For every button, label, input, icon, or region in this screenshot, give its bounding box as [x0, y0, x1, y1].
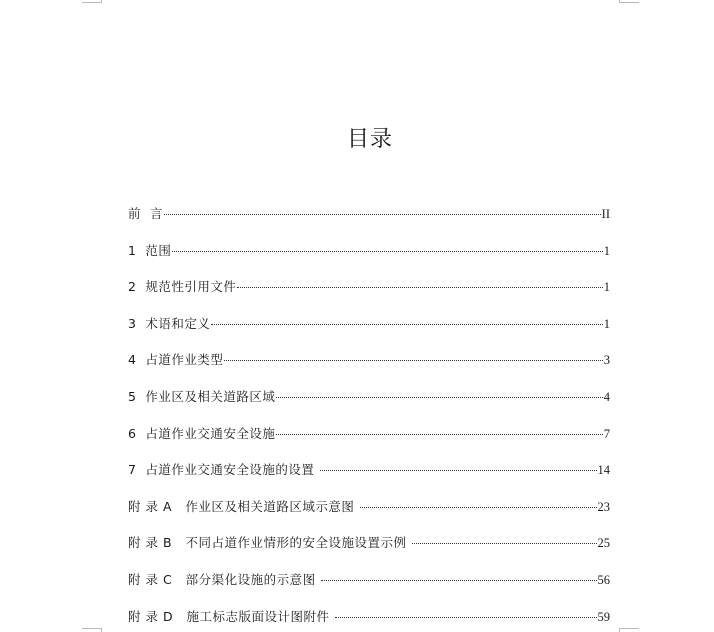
- toc-entry-page: 1: [603, 280, 610, 295]
- toc-entry-page: 1: [603, 316, 610, 331]
- toc-entry-foreword[interactable]: [128, 205, 610, 242]
- toc-entry-label: 6 占道作业交通安全设施: [128, 425, 276, 441]
- toc-entry-work-zone[interactable]: [128, 388, 610, 425]
- dot-leader: [237, 287, 602, 288]
- toc-entry-label: 前 言: [128, 206, 163, 221]
- dot-leader: [360, 507, 597, 508]
- toc-entry-label: 5 作业区及相关道路区域: [128, 388, 276, 404]
- toc-entry-label: 2 规范性引用文件: [128, 279, 237, 295]
- crop-mark: [82, 2, 102, 3]
- crop-mark: [619, 0, 620, 3]
- toc-entry-normative-references[interactable]: [128, 278, 610, 315]
- crop-mark: [619, 628, 620, 632]
- dot-leader: [224, 360, 602, 361]
- toc-entry-label: 4 占道作业类型: [128, 352, 224, 368]
- crop-mark: [101, 628, 102, 632]
- crop-mark: [101, 0, 102, 3]
- dot-leader: [276, 434, 602, 435]
- dot-leader: [321, 580, 596, 581]
- toc-entry-label: 1 范围: [128, 242, 172, 258]
- toc-entry-page: 14: [597, 463, 610, 478]
- dot-leader: [211, 324, 602, 325]
- crop-mark: [619, 628, 639, 629]
- toc-entry-label: 7 占道作业交通安全设施的设置: [128, 462, 319, 478]
- toc-entry-appendix-c[interactable]: [128, 571, 610, 608]
- toc-entry-page: 3: [603, 353, 610, 368]
- dot-leader: [320, 470, 597, 471]
- crop-mark: [619, 2, 639, 3]
- toc-entry-page: 7: [603, 426, 610, 441]
- toc-entry-page: 59: [597, 609, 610, 624]
- toc-entry-appendix-b[interactable]: [128, 534, 610, 571]
- toc-entry-page: 25: [597, 536, 610, 551]
- toc-entry-work-types[interactable]: [128, 351, 610, 388]
- toc-entry-label: 附 录 B 不同占道作业情形的安全设施设置示例: [128, 535, 411, 551]
- toc-entry-scope[interactable]: [128, 242, 610, 279]
- toc-entry-appendix-a[interactable]: [128, 498, 610, 535]
- dot-leader: [276, 397, 602, 398]
- toc-entry-label: 3 术语和定义: [128, 315, 211, 331]
- toc-entry-page: 1: [603, 243, 610, 258]
- table-of-contents: [128, 205, 610, 632]
- toc-entry-label: 附 录 A 作业区及相关道路区域示意图: [128, 498, 359, 514]
- toc-entry-facility-setup[interactable]: [128, 461, 610, 498]
- toc-entry-page: 4: [603, 389, 610, 404]
- dot-leader: [164, 214, 601, 215]
- toc-entry-appendix-d[interactable]: [128, 608, 610, 632]
- toc-entry-label: 附 录 D 施工标志版面设计图附件: [128, 608, 334, 624]
- toc-entry-safety-facilities[interactable]: [128, 425, 610, 462]
- toc-entry-page: 23: [597, 499, 610, 514]
- crop-mark: [82, 628, 102, 629]
- dot-leader: [172, 251, 602, 252]
- dot-leader: [412, 543, 597, 544]
- toc-entry-terms-definitions[interactable]: [128, 315, 610, 352]
- dot-leader: [335, 617, 597, 618]
- toc-title: 目录: [346, 127, 393, 152]
- toc-entry-page: II: [601, 207, 610, 221]
- toc-entry-page: 56: [597, 572, 610, 587]
- toc-entry-label: 附 录 C 部分渠化设施的示意图: [128, 571, 321, 587]
